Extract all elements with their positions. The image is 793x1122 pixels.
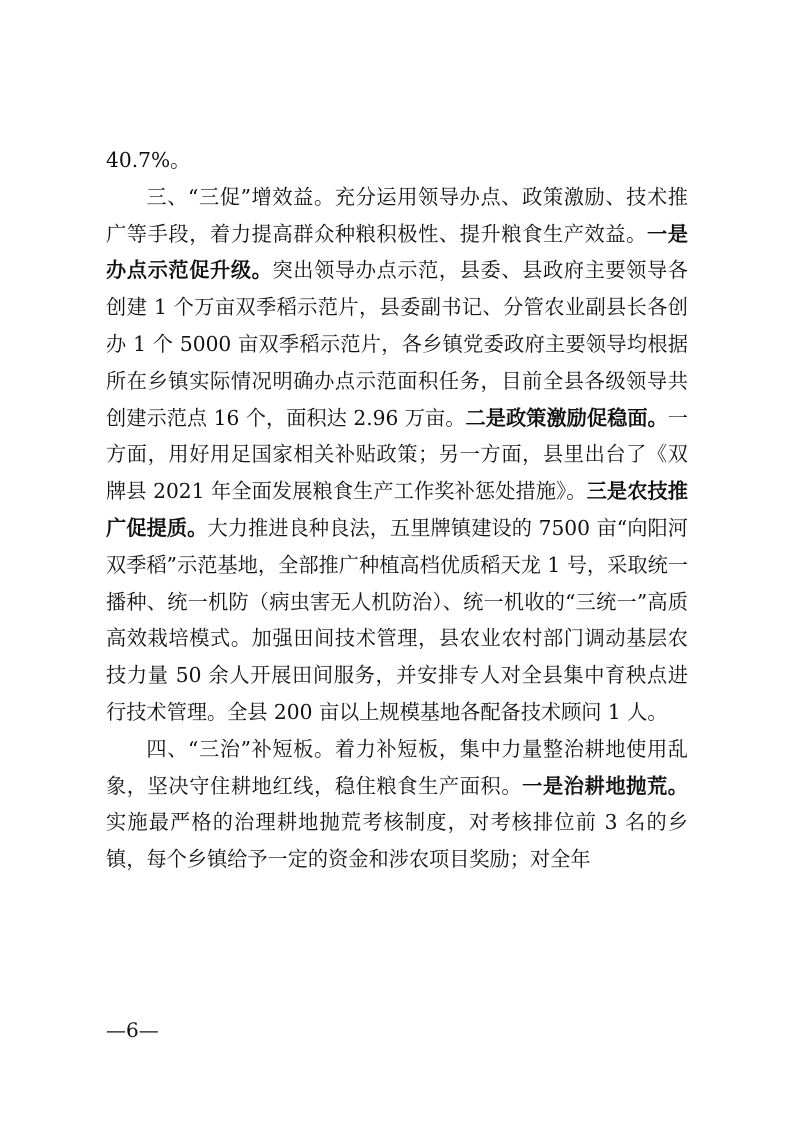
- section-three-item3-text: 大力推进良种良法，五里牌镇建设的 7500 亩“向阳河双季稻”示范基地，全部推广种植高档优质稻天龙 1 号，采取统一播种、统一机防（病虫害无人机防治）、统一机收的“三统一”高质高效栽培模式。加强田间技术管理，县农业农村部门调动基层农技力量 50 余人开展田间服务，并安排专人对全县集中育秧点进行技术管理。全县 200 亩以上规模基地各配备技术顾问 1 人。: [106, 515, 688, 724]
- paragraph-continuation: [106, 142, 688, 179]
- section-three-item2-text: 一方面，用好用足国家相关补贴政策；另一方面，县里出台了《双牌县 2021 年全面发展粮食生产工作奖补惩处措施》。: [106, 405, 688, 504]
- section-three-heading: 三、“三促”增效益。: [146, 184, 335, 209]
- section-four-item1-text: 实施最严格的治理耕地抛荒考核制度，对考核排位前 3 名的乡镇，每个乡镇给予一定的资金和涉农项目奖励；对全年: [106, 810, 688, 872]
- section-four-intro: 着力补短板，集中力量整治耕地使用乱象，坚决守住耕地红线，稳住粮食生产面积。: [106, 736, 688, 798]
- section-four-item1-title: 一是治耕地抛荒。: [522, 773, 688, 798]
- paragraph-section-three: [106, 179, 688, 731]
- continuation-text: 40.7%。: [106, 148, 191, 172]
- section-three-item1-title: 一是办点示范促升级。: [106, 221, 688, 283]
- section-three-intro: 充分运用领导办点、政策激励、技术推广等手段，着力提高群众种粮积极性、提升粮食生产效益。: [106, 184, 688, 246]
- body-text: [106, 142, 688, 878]
- section-three-item2-title: 二是政策激励促稳面。: [465, 405, 668, 430]
- paragraph-section-four: [106, 731, 688, 878]
- section-three-item1-text: 突出领导办点示范，县委、县政府主要领导各创建 1 个万亩双季稻示范片，县委副书记、分管农业副县长各创办 1 个 5000 亩双季稻示范片，各乡镇党委政府主要领导均根据所在乡镇实际情况明确办点示范面积任务，目前全县各级领导共创建示范点 16 个，面积达 2.96 万亩。: [106, 258, 688, 430]
- section-three-item3-title: 三是农技推广促提质。: [106, 479, 688, 540]
- page-number: —6—: [106, 1018, 159, 1042]
- section-four-heading: 四、“三治”补短板。: [146, 736, 335, 761]
